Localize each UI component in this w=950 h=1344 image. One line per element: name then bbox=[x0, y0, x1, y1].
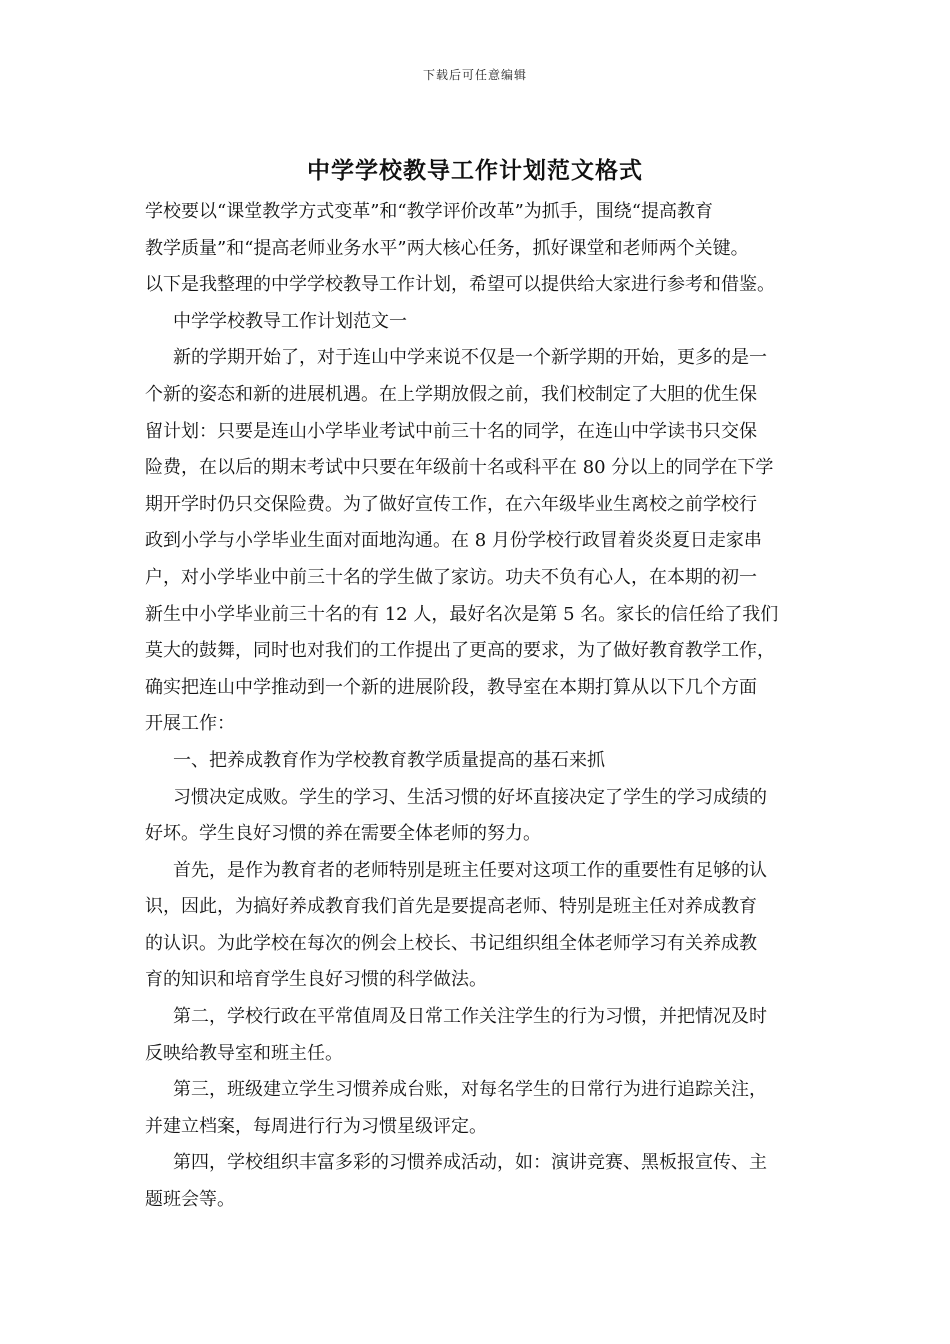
body-line: 一、把养成教育作为学校教育教学质量提高的基石来抓 bbox=[173, 749, 605, 771]
body-line: 政到小学与小学毕业生面对面地沟通。在 8 月份学校行政冒着炎炎夏日走家串 bbox=[145, 530, 762, 552]
document-title: 中学学校教导工作计划范文格式 bbox=[307, 157, 643, 184]
body-line: 险费，在以后的期末考试中只要在年级前十名或科平在 80 分以上的同学在下学 bbox=[145, 457, 774, 479]
body-line: 第二，学校行政在平常值周及日常工作关注学生的行为习惯，并把情况及时 bbox=[173, 1006, 767, 1028]
header-note: 下载后可任意编辑 bbox=[422, 68, 527, 82]
body-line: 的认识。为此学校在每次的例会上校长、书记组织组全体老师学习有关养成教 bbox=[145, 932, 757, 954]
body-line: 确实把连山中学推动到一个新的进展阶段，教导室在本期打算从以下几个方面 bbox=[145, 676, 757, 698]
body-line: 育的知识和培育学生良好习惯的科学做法。 bbox=[145, 969, 487, 991]
body-line: 新的学期开始了，对于连山中学来说不仅是一个新学期的开始，更多的是一 bbox=[173, 347, 767, 369]
body-line: 莫大的鼓舞，同时也对我们的工作提出了更高的要求，为了做好教育教学工作， bbox=[145, 640, 775, 662]
body-line: 首先，是作为教育者的老师特别是班主任要对这项工作的重要性有足够的认 bbox=[173, 859, 767, 881]
body-line: 户，对小学毕业中前三十名的学生做了家访。功夫不负有心人，在本期的初一 bbox=[145, 566, 757, 588]
body-line: 新生中小学毕业前三十名的有 12 人，最好名次是第 5 名。家长的信任给了我们 bbox=[145, 603, 779, 625]
body-line: 第四，学校组织丰富多彩的习惯养成活动，如：演讲竞赛、黑板报宣传、主 bbox=[173, 1152, 767, 1174]
body-line: 习惯决定成败。学生的学习、生活习惯的好坏直接决定了学生的学习成绩的 bbox=[173, 786, 767, 808]
body-line: 学校要以“课堂教学方式变革”和“教学评价改革”为抓手，围绕“提高教育 bbox=[145, 201, 714, 222]
body-line: 以下是我整理的中学学校教导工作计划，希望可以提供给大家进行参考和借鉴。 bbox=[145, 274, 775, 296]
body-line: 开展工作： bbox=[145, 713, 235, 735]
body-line: 识，因此，为搞好养成教育我们首先是要提高老师、特别是班主任对养成教育 bbox=[145, 896, 757, 918]
body-line: 并建立档案，每周进行行为习惯星级评定。 bbox=[145, 1115, 487, 1137]
body-line: 教学质量”和“提高老师业务水平”两大核心任务，抓好课堂和老师两个关键。 bbox=[145, 237, 749, 259]
body-line: 好坏。学生良好习惯的养在需要全体老师的努力。 bbox=[145, 823, 541, 845]
body-line: 题班会等。 bbox=[145, 1189, 235, 1211]
body-line: 反映给教导室和班主任。 bbox=[145, 1042, 343, 1064]
body-line: 个新的姿态和新的进展机遇。在上学期放假之前，我们校制定了大胆的优生保 bbox=[145, 383, 757, 405]
body-line: 中学学校教导工作计划范文一 bbox=[173, 310, 407, 332]
document-body bbox=[145, 194, 817, 1219]
body-line: 第三，班级建立学生习惯养成台账，对每名学生的日常行为进行追踪关注， bbox=[173, 1079, 767, 1101]
body-line: 留计划：只要是连山小学毕业考试中前三十名的同学，在连山中学读书只交保 bbox=[145, 420, 757, 442]
body-line: 期开学时仍只交保险费。为了做好宣传工作，在六年级毕业生离校之前学校行 bbox=[145, 493, 757, 515]
